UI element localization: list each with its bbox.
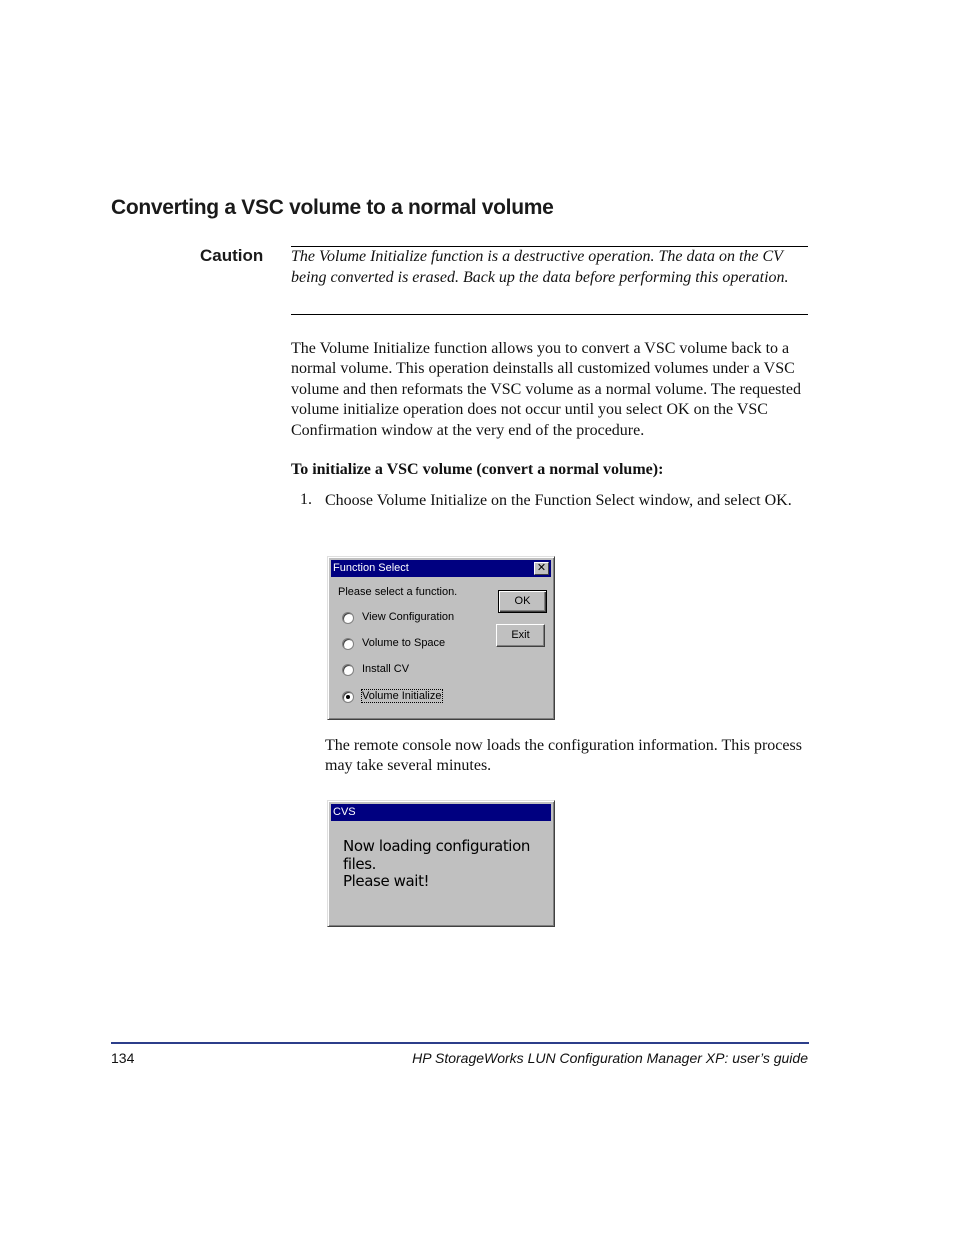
exit-button[interactable]: Exit	[496, 624, 545, 647]
dialog-prompt: Please select a function.	[338, 586, 458, 598]
radio-dot	[346, 695, 350, 699]
procedure-heading: To initialize a VSC volume (convert a normal volume):	[291, 461, 664, 478]
intro-paragraph: The Volume Initialize function allows you to convert a VSC volume back to a normal volume. This operation deinstalls all customized volumes under a VSC volume and then reformats the VSC volume as a normal volume. The requested volume initialize operation does not occur until you select OK on the VSC Confirmation window at the very end of the procedure.	[291, 340, 801, 439]
step-text: Choose Volume Initialize on the Function Select window, and select OK.	[325, 492, 792, 509]
radio-label: Volume to Space	[362, 637, 446, 649]
radio-label: Volume Initialize	[362, 690, 442, 702]
page-number: 134	[111, 1050, 135, 1066]
caution-bottom-rule	[291, 314, 808, 315]
caution-text: The Volume Initialize function is a destructive operation. The data on the CV being converted is erased. Back up the data before performing this operation.	[291, 248, 789, 286]
radio-label: View Configuration	[362, 611, 455, 623]
section-heading: Converting a VSC volume to a normal volume	[111, 196, 554, 219]
cvs-loading-dialog	[327, 800, 555, 927]
dialog-titlebar	[331, 560, 551, 577]
close-icon[interactable]: ✕	[534, 562, 549, 575]
radio-button-icon[interactable]	[342, 664, 354, 676]
step-followup-text: The remote console now loads the configuration information. This process may take several minutes.	[325, 737, 802, 775]
function-select-dialog	[327, 556, 555, 720]
caution-label: Caution	[200, 246, 264, 265]
dialog-titlebar	[331, 804, 551, 821]
step-number: 1.	[300, 491, 312, 508]
footer-title: HP StorageWorks LUN Configuration Manager XP: user’s guide	[412, 1050, 808, 1066]
radio-button-selected-icon[interactable]	[342, 691, 354, 703]
wait-message: Please wait!	[343, 872, 430, 890]
radio-label: Install CV	[362, 663, 410, 675]
dialog-title: CVS	[333, 806, 356, 818]
ok-button[interactable]: OK	[498, 590, 547, 613]
footer-rule	[111, 1042, 809, 1044]
loading-message: Now loading configuration files.	[343, 837, 530, 873]
radio-button-icon[interactable]	[342, 638, 354, 650]
radio-button-icon[interactable]	[342, 612, 354, 624]
dialog-title: Function Select	[333, 562, 409, 574]
